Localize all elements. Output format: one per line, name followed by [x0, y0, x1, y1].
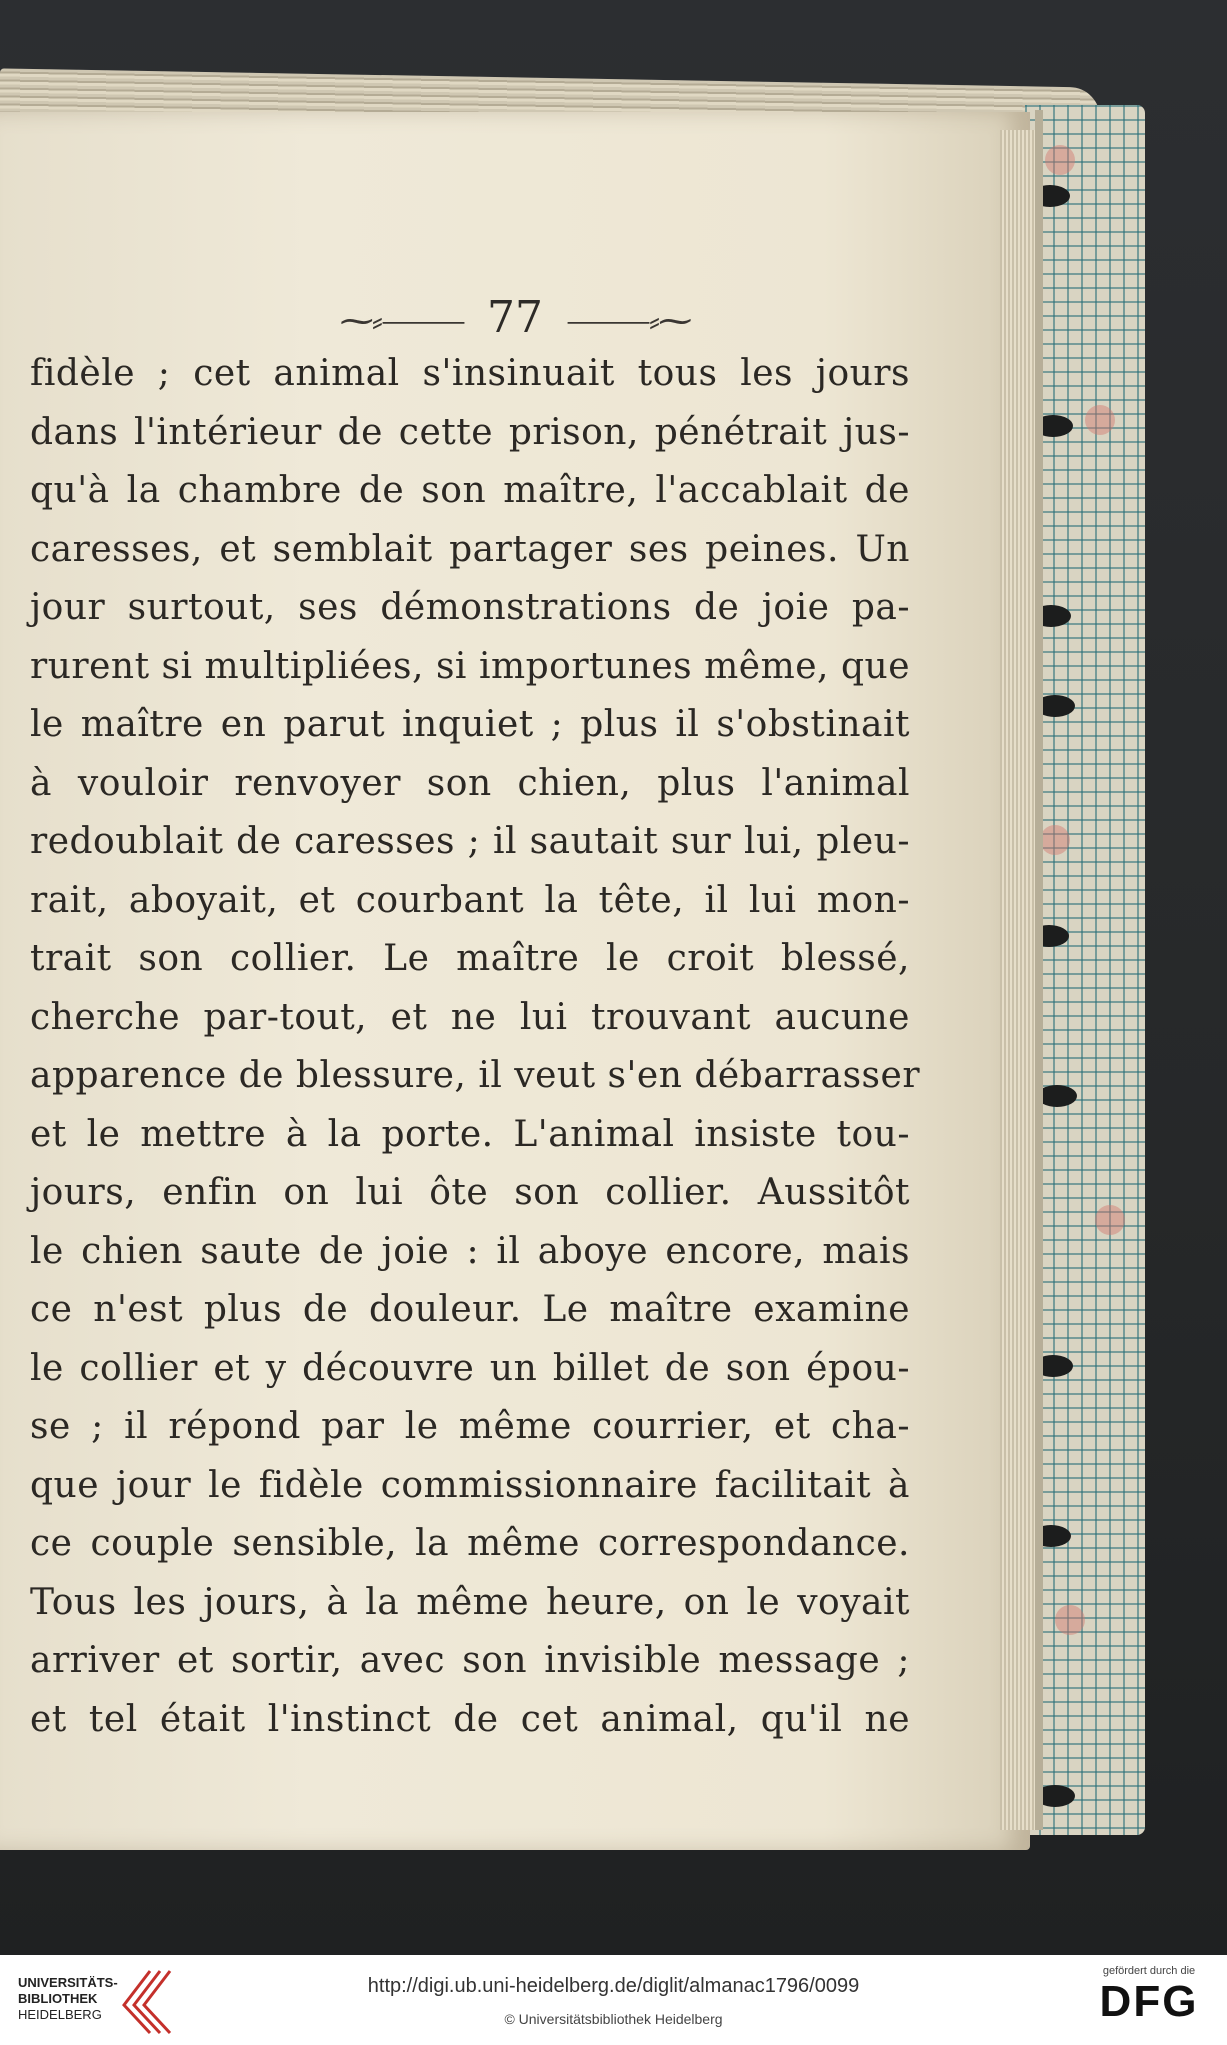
text-line: que jour le fidèle commissionnaire facilitait à: [30, 1464, 910, 1506]
funder-label: gefördert durch die: [1102, 1965, 1196, 1977]
text-line: jours, enfin on lui ôte son collier. Aussitôt: [30, 1172, 910, 1213]
logo-line2: BIBLIOTHEK: [18, 1991, 98, 2006]
footer-bar: [0, 1955, 1227, 2045]
text-line: dans l'intérieur de cette prison, pénétrait jus-: [30, 411, 910, 453]
ornament-left-icon: ⁓⸗⸻: [339, 301, 464, 341]
funder-logo-text: DFG: [1099, 1977, 1199, 2026]
ub-emblem-icon: [120, 1969, 180, 2035]
text-line: cherche par-tout, et ne lui trouvant aucune: [30, 996, 910, 1038]
text-line: le collier et y découvre un billet de son épou-: [30, 1347, 910, 1389]
text-line: redoublait de caresses ; il sautait sur lui, pleu-: [30, 821, 910, 862]
cover-spine: [1035, 110, 1043, 1830]
text-line: trait son collier. Le maître le croit blessé,: [30, 938, 910, 979]
copyright-notice: © Universitätsbibliothek Heidelberg: [504, 2011, 723, 2027]
text-line: fidèle ; cet animal s'insinuait tous les jours: [30, 353, 910, 394]
text-line: et tel était l'instinct de cet animal, qu'il ne: [30, 1698, 910, 1740]
permalink-url[interactable]: http://digi.ub.uni-heidelberg.de/diglit/almanac1796/0099: [367, 1975, 860, 1997]
ub-heidelberg-logo[interactable]: [18, 1969, 188, 2035]
text-line: arriver et sortir, avec son invisible message ;: [30, 1640, 910, 1681]
text-line: se ; il répond par le même courrier, et cha-: [30, 1406, 910, 1447]
logo-line1: UNIVERSITÄTS-: [18, 1975, 118, 1990]
logo-line3: HEIDELBERG: [18, 2007, 102, 2022]
text-line: rait, aboyait, et courbant la tête, il lui mon-: [30, 879, 910, 921]
text-line: rurent si multipliées, si importunes même, que: [30, 645, 910, 687]
page-edges: [1000, 130, 1035, 1830]
text-line: le maître en parut inquiet ; plus il s'obstinait: [30, 704, 910, 745]
page-text: [30, 345, 921, 1749]
text-line: jour surtout, ses démonstrations de joie pa-: [30, 587, 910, 628]
text-line: apparence de blessure, il veut s'en débarrasser: [30, 1055, 921, 1096]
text-line: ce n'est plus de douleur. Le maître examine: [30, 1289, 910, 1330]
text-line: caresses, et semblait partager ses peines. Un: [30, 528, 910, 570]
page-number: 77: [487, 292, 543, 343]
text-line: et le mettre à la porte. L'animal insiste tou-: [30, 1113, 910, 1155]
text-line: le chien saute de joie : il aboye encore, mais: [30, 1230, 910, 1272]
text-line: qu'à la chambre de son maître, l'accablait de: [30, 470, 910, 511]
page-header: [0, 292, 1030, 342]
ornament-right-icon: ⸻⸗⁓: [566, 301, 691, 341]
text-line: ce couple sensible, la même correspondance.: [30, 1523, 910, 1564]
marbled-cover-edge: [1025, 105, 1145, 1835]
dfg-logo[interactable]: [1089, 1965, 1209, 2035]
text-line: à vouloir renvoyer son chien, plus l'animal: [30, 762, 910, 804]
text-line: Tous les jours, à la même heure, on le voyait: [30, 1581, 910, 1623]
